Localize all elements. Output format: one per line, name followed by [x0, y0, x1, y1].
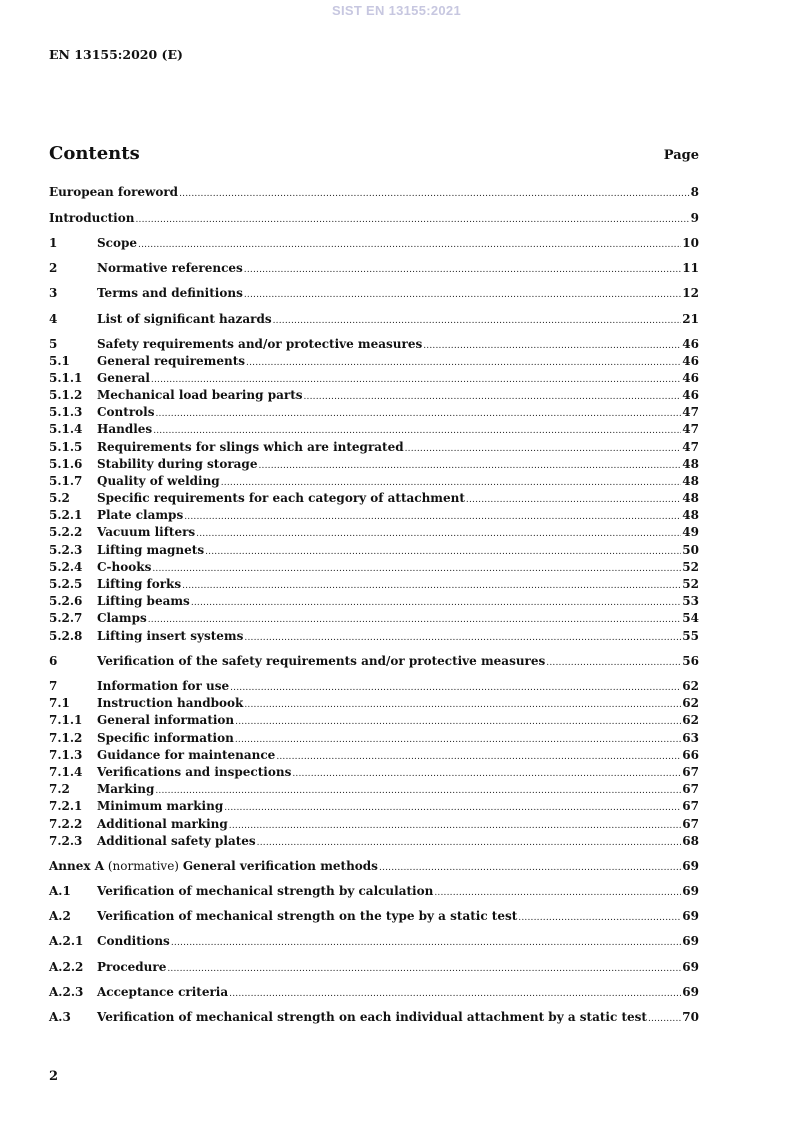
toc-entry-number: 5.1.3 — [49, 405, 83, 419]
toc-entry[interactable] — [49, 678, 699, 694]
toc-entry-page: 68 — [682, 834, 699, 848]
toc-entry[interactable] — [49, 576, 699, 592]
dot-leader — [244, 262, 682, 278]
toc-entry-number: 7.2.1 — [49, 799, 83, 813]
dot-leader — [379, 860, 681, 876]
toc-entry-page: 69 — [682, 985, 699, 999]
toc-entry-page: 48 — [682, 508, 699, 522]
toc-entry-page: 69 — [682, 960, 699, 974]
toc-entry-number: A.2.2 — [49, 960, 84, 974]
toc-entry-title: Lifting magnets — [97, 543, 205, 557]
dot-leader — [434, 885, 681, 901]
toc-entry[interactable] — [49, 524, 699, 540]
toc-entry-title: List of significant hazards — [97, 312, 272, 326]
toc-entry-page: 69 — [682, 859, 699, 873]
dot-leader — [518, 910, 681, 926]
toc-entry-title: Lifting forks — [97, 577, 182, 591]
toc-entry-number: 6 — [49, 654, 58, 668]
toc-entry-title: Information for use — [97, 679, 230, 693]
toc-entry-number: 5.2.6 — [49, 594, 83, 608]
dot-leader — [152, 561, 681, 577]
toc-entry-number: 5.2.3 — [49, 543, 83, 557]
dot-leader — [405, 441, 682, 457]
toc-entry-page: 47 — [682, 440, 699, 454]
toc-entry[interactable] — [49, 559, 699, 575]
toc-entry[interactable] — [49, 712, 699, 728]
toc-entry-title: Stability during storage — [97, 457, 258, 471]
dot-leader — [155, 783, 681, 799]
dot-leader — [167, 961, 681, 977]
toc-entry-title: Mechanical load bearing parts — [97, 388, 303, 402]
dot-leader — [182, 578, 681, 594]
toc-entry-number: A.2 — [49, 909, 71, 923]
dot-leader — [423, 338, 681, 354]
toc-entry-title: Acceptance criteria — [97, 985, 229, 999]
toc-entry-title: Clamps — [97, 611, 147, 625]
toc-entry-page: 48 — [682, 491, 699, 505]
toc-entry-page: 48 — [682, 457, 699, 471]
toc-entry-title: Guidance for maintenance — [97, 748, 276, 762]
toc-entry-title: Verification of mechanical strength on each individual attachment by a static test — [97, 1010, 647, 1024]
dot-leader — [258, 458, 681, 474]
toc-entry-page: 49 — [682, 525, 699, 539]
toc-entry[interactable] — [49, 653, 699, 669]
toc-entry-number: 2 — [49, 261, 58, 275]
toc-entry[interactable] — [49, 816, 699, 832]
dot-leader — [546, 655, 681, 671]
toc-entry-title: Introduction — [49, 211, 135, 225]
toc-entry-title: Terms and definitions — [97, 286, 243, 300]
toc-entry-page: 47 — [682, 422, 699, 436]
toc-entry-page: 62 — [682, 679, 699, 693]
toc-entry-page: 48 — [682, 474, 699, 488]
dot-leader — [244, 697, 681, 713]
toc-entry-title: Verification of mechanical strength by calculation — [97, 884, 434, 898]
toc-entry[interactable] — [49, 235, 699, 251]
toc-entry-page: 63 — [682, 731, 699, 745]
toc-entry-page: 52 — [682, 560, 699, 574]
toc-entry-page: 21 — [682, 312, 699, 326]
toc-entry-page: 67 — [682, 817, 699, 831]
toc-entry-page: 12 — [682, 286, 699, 300]
toc-entry-title: Requirements for slings which are integrated — [97, 440, 404, 454]
toc-entry-title: Quality of welding — [97, 474, 220, 488]
toc-entry-title: C-hooks — [97, 560, 152, 574]
toc-entry-number: 7.1.3 — [49, 748, 83, 762]
toc-entry-title: Specific information — [97, 731, 234, 745]
toc-entry-page: 54 — [682, 611, 699, 625]
toc-entry-number: 5.2.8 — [49, 629, 83, 643]
toc-entry-number: A.2.1 — [49, 934, 84, 948]
toc-entry-page: 69 — [682, 884, 699, 898]
toc-entry-title: Additional safety plates — [97, 834, 256, 848]
toc-entry-title: Specific requirements for each category of attachment — [97, 491, 465, 505]
dot-leader — [138, 237, 681, 253]
toc-entry-page: 10 — [682, 236, 699, 250]
toc-entry-number: 5.2.4 — [49, 560, 83, 574]
toc-entry-page: 9 — [690, 211, 699, 225]
toc-entry-number: A.1 — [49, 884, 71, 898]
toc-entry[interactable] — [49, 933, 699, 949]
toc-entry-title: Lifting insert systems — [97, 629, 244, 643]
toc-entry-page: 67 — [682, 799, 699, 813]
toc-entry-title: Normative references — [97, 261, 243, 275]
toc-entry[interactable] — [49, 473, 699, 489]
dot-leader — [246, 355, 681, 371]
toc-entry-title: Procedure — [97, 960, 167, 974]
toc-entry-page: 62 — [682, 713, 699, 727]
toc-entry-page: 69 — [682, 909, 699, 923]
toc-entry-number: 5.2.5 — [49, 577, 83, 591]
toc-entry[interactable] — [49, 628, 699, 644]
toc-entry-number: 5.2.2 — [49, 525, 83, 539]
toc-entry-page: 8 — [690, 185, 699, 199]
toc-header — [49, 143, 699, 164]
toc-entry[interactable] — [49, 507, 699, 523]
toc-entry-page: 67 — [682, 765, 699, 779]
toc-entry[interactable] — [49, 593, 699, 609]
toc-entry-number: 5.1.2 — [49, 388, 83, 402]
toc-entry-number: 5.2 — [49, 491, 70, 505]
toc-entry-title: Annex A (normative) General verification methods — [49, 859, 378, 873]
dot-leader — [273, 313, 682, 329]
toc-entry-number: 7.2.3 — [49, 834, 83, 848]
toc-entry[interactable] — [49, 285, 699, 301]
toc-entry[interactable] — [49, 798, 699, 814]
toc-entry-title: Marking — [97, 782, 155, 796]
toc-entry-title: Controls — [97, 405, 155, 419]
toc-entry-page: 70 — [682, 1010, 699, 1024]
toc-entry-title: Additional marking — [97, 817, 228, 831]
toc-entry[interactable] — [49, 421, 699, 437]
toc-entry[interactable] — [49, 764, 699, 780]
page-number: 2 — [49, 1069, 59, 1084]
toc-entry-page: 66 — [682, 748, 699, 762]
toc-entry-title: Plate clamps — [97, 508, 184, 522]
document-id: EN 13155:2020 (E) — [49, 47, 183, 62]
toc-entry-number: 5.1.1 — [49, 371, 83, 385]
toc-page-label: Page — [663, 148, 699, 163]
toc-entry[interactable] — [49, 353, 699, 369]
toc-entry-title: Verification of mechanical strength on the type by a static test — [97, 909, 518, 923]
dot-leader — [230, 680, 681, 696]
toc-entry-number: 1 — [49, 236, 58, 250]
toc-entry-title: General information — [97, 713, 235, 727]
toc-entry-title: Lifting beams — [97, 594, 190, 608]
toc-entry-page: 55 — [682, 629, 699, 643]
toc-entry-number: A.2.3 — [49, 985, 84, 999]
toc-entry[interactable] — [49, 610, 699, 626]
toc-entry-number: A.3 — [49, 1010, 71, 1024]
toc-entry-title: Verifications and inspections — [97, 765, 292, 779]
dot-leader — [196, 526, 681, 542]
dot-leader — [179, 186, 690, 202]
toc-entry-number: 7.2 — [49, 782, 70, 796]
toc-entry-title: Conditions — [97, 934, 170, 948]
toc-entry-number: 7.2.2 — [49, 817, 83, 831]
toc-entry[interactable] — [49, 456, 699, 472]
dot-leader — [148, 612, 682, 628]
toc-entry-title: Safety requirements and/or protective measures — [97, 337, 423, 351]
toc-entry-page: 50 — [682, 543, 699, 557]
toc-entry-number: 5.1.4 — [49, 422, 83, 436]
dot-leader — [151, 372, 681, 388]
dot-leader — [466, 492, 681, 508]
toc-entry-number: 5.1.7 — [49, 474, 83, 488]
dot-leader — [224, 800, 681, 816]
toc-entry[interactable] — [49, 370, 699, 386]
dot-leader — [235, 714, 681, 730]
toc-entry-number: 7 — [49, 679, 58, 693]
dot-leader — [257, 835, 682, 851]
toc-entry-number: 5.2.1 — [49, 508, 83, 522]
toc-entry[interactable] — [49, 959, 699, 975]
toc-entry-page: 56 — [682, 654, 699, 668]
toc-entry[interactable] — [49, 439, 699, 455]
toc-entry-page: 46 — [682, 371, 699, 385]
toc-entry-number: 7.1 — [49, 696, 70, 710]
toc-entry-number: 3 — [49, 286, 58, 300]
toc-entry[interactable] — [49, 908, 699, 924]
toc-entry[interactable] — [49, 184, 699, 200]
toc-entry[interactable] — [49, 542, 699, 558]
watermark-text: SIST EN 13155:2021 — [332, 3, 461, 18]
toc-entry[interactable] — [49, 404, 699, 420]
dot-leader — [135, 212, 689, 228]
toc-entry-number: 7.1.1 — [49, 713, 83, 727]
toc-entry-number: 5.1 — [49, 354, 70, 368]
dot-leader — [153, 423, 681, 439]
toc-entry-page: 67 — [682, 782, 699, 796]
toc-entry-page: 47 — [682, 405, 699, 419]
toc-entry-title: Vacuum lifters — [97, 525, 196, 539]
toc-entry[interactable] — [49, 695, 699, 711]
toc-entry-number: 7.1.4 — [49, 765, 83, 779]
toc-entry-title: General requirements — [97, 354, 246, 368]
toc-entry[interactable] — [49, 984, 699, 1000]
toc-entry[interactable] — [49, 490, 699, 506]
dot-leader — [184, 509, 681, 525]
toc-entry-number: 7.1.2 — [49, 731, 83, 745]
dot-leader — [191, 595, 681, 611]
toc-entry[interactable] — [49, 210, 699, 226]
dot-leader — [244, 287, 681, 303]
dot-leader — [304, 389, 682, 405]
toc-entry[interactable] — [49, 833, 699, 849]
toc-entry-number: 5.1.5 — [49, 440, 83, 454]
toc-entry[interactable] — [49, 336, 699, 352]
toc-entry-title: European foreword — [49, 185, 179, 199]
toc-entry-title: Scope — [97, 236, 138, 250]
toc-entry-page: 46 — [682, 337, 699, 351]
toc-entry-page: 52 — [682, 577, 699, 591]
toc-entry-number: 5 — [49, 337, 58, 351]
toc-entry-title: Instruction handbook — [97, 696, 244, 710]
dot-leader — [276, 749, 681, 765]
toc-entry-page: 46 — [682, 388, 699, 402]
toc-entry-title: Handles — [97, 422, 153, 436]
toc-entry-note: (normative) — [104, 859, 183, 873]
toc-entry[interactable] — [49, 883, 699, 899]
toc-entry-title: Minimum marking — [97, 799, 224, 813]
dot-leader — [235, 732, 681, 748]
toc-entry[interactable] — [49, 747, 699, 763]
toc-entry-number: 5.2.7 — [49, 611, 83, 625]
toc-entry-page: 62 — [682, 696, 699, 710]
dot-leader — [171, 935, 681, 951]
dot-leader — [155, 406, 681, 422]
dot-leader — [229, 818, 682, 834]
dot-leader — [648, 1011, 681, 1027]
toc-entry-title: General — [97, 371, 150, 385]
toc-entry-page: 11 — [682, 261, 699, 275]
toc-entry-title: Verification of the safety requirements and/or protective measures — [97, 654, 546, 668]
dot-leader — [221, 475, 682, 491]
toc-entry-number: 4 — [49, 312, 58, 326]
toc-entry[interactable] — [49, 260, 699, 276]
toc-entry-page: 46 — [682, 354, 699, 368]
toc-entry[interactable] — [49, 311, 699, 327]
toc-entry-page: 53 — [682, 594, 699, 608]
toc-entry[interactable] — [49, 858, 699, 874]
toc-entry-number: 5.1.6 — [49, 457, 83, 471]
dot-leader — [292, 766, 681, 782]
toc-entry[interactable] — [49, 387, 699, 403]
toc-entry-page: 69 — [682, 934, 699, 948]
toc-entry[interactable] — [49, 1009, 699, 1025]
toc-title: Contents — [49, 143, 140, 164]
dot-leader — [229, 986, 681, 1002]
toc-entry[interactable] — [49, 730, 699, 746]
dot-leader — [244, 630, 681, 646]
toc-entry[interactable] — [49, 781, 699, 797]
dot-leader — [205, 544, 681, 560]
